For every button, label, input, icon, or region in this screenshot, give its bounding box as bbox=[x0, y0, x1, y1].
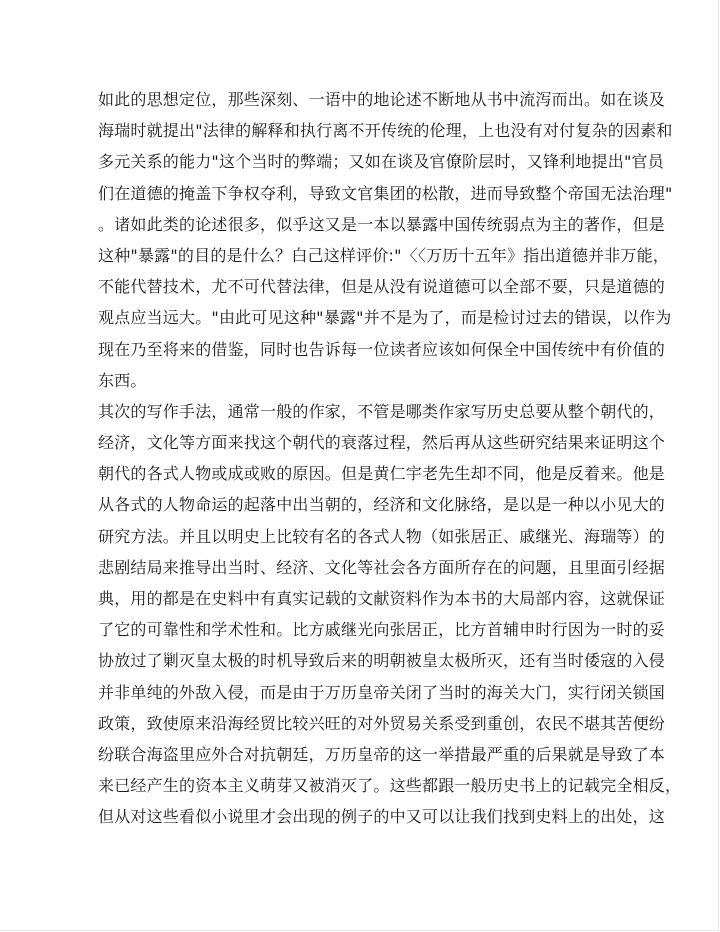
text-line: 并非单纯的外敌入侵，而是由于万历皇帝关闭了当时的海关大门，实行闭关锁国 bbox=[98, 682, 666, 702]
text-line: 如此的思想定位，那些深刻、一语中的地论述不断地从书中流泻而出。如在谈及 bbox=[98, 90, 666, 109]
text-line: 不能代替技术，尤不可代替法律，但是从没有说道德可以全部不要，只是道德的 bbox=[98, 277, 666, 297]
text-line: 悲剧结局来推导出当时、经济、文化等社会各方面所存在的问题，且里面引经据 bbox=[98, 557, 666, 577]
text-line: 海瑞时就提出"法律的解释和执行离不开传统的伦理，上也没有对付复杂的因素和 bbox=[98, 121, 673, 141]
text-line: 朝代的各式人物或成或败的原因。但是黄仁宇老先生却不同，他是反着来。他是 bbox=[98, 464, 666, 484]
body-text bbox=[98, 84, 682, 833]
text-line: 但从对这些看似小说里才会出现的例子的中又可以让我们找到史料上的出处，这 bbox=[98, 807, 666, 827]
text-line: 来已经产生的资本主义萌芽又被消灭了。这些都跟一般历史书上的记载完全相反， bbox=[98, 776, 682, 796]
text-line: 这种"暴露"的目的是什么？白己这样评价:"〈〈万历十五年》指出道德并非万能， bbox=[98, 245, 670, 265]
text-line: 东西。 bbox=[98, 370, 147, 390]
text-line: 协放过了剿灭皇太极的时机导致后来的明朝被皇太极所灭，还有当时倭寇的入侵 bbox=[98, 651, 666, 671]
text-line: 其次的写作手法，通常一般的作家，不管是哪类作家写历史总要从整个朝代的， bbox=[98, 401, 666, 421]
text-line: 政策，致使原来沿海经贸比较兴旺的对外贸易关系受到重创，农民不堪其苦便纷 bbox=[98, 713, 666, 733]
text-line: 了它的可靠性和学术性和。比方戚继光向张居正，比方首辅申时行因为一时的妥 bbox=[98, 620, 666, 640]
text-line: 们在道德的掩盖下争权夺利，导致文官集团的松散，进而导致整个帝国无法治理" bbox=[98, 183, 673, 203]
text-line: 研究方法。并且以明史上比较有名的各式人物（如张居正、戚继光、海瑞等）的 bbox=[98, 526, 666, 546]
text-line: 观点应当远大。"由此可见这种"暴露"并不是为了，而是检讨过去的错误，以作为 bbox=[98, 308, 672, 328]
text-line: 。诸如此类的论述很多，似乎这又是一本以暴露中国传统弱点为主的著作，但是 bbox=[98, 214, 666, 234]
text-line: 多元关系的能力"这个当时的弊端；又如在谈及官僚阶层时，又锋利地提出"官员 bbox=[98, 152, 664, 172]
text-line: 纷联合海盗里应外合对抗朝廷，万历皇帝的这一举措最严重的后果就是导致了本 bbox=[98, 744, 666, 764]
text-line: 从各式的人物命运的起落中出当朝的，经济和文化脉络，是以是一种以小见大的 bbox=[98, 495, 666, 515]
text-line: 现在乃至将来的借鉴，同时也告诉每一位读者应该如何保全中国传统中有价值的 bbox=[98, 339, 666, 359]
text-line: 经济，文化等方面来找这个朝代的衰落过程，然后再从这些研究结果来证明这个 bbox=[98, 433, 666, 453]
text-line: 典，用的都是在史料中有真实记载的文献资料作为本书的大局部内容，这就保证 bbox=[98, 589, 666, 608]
